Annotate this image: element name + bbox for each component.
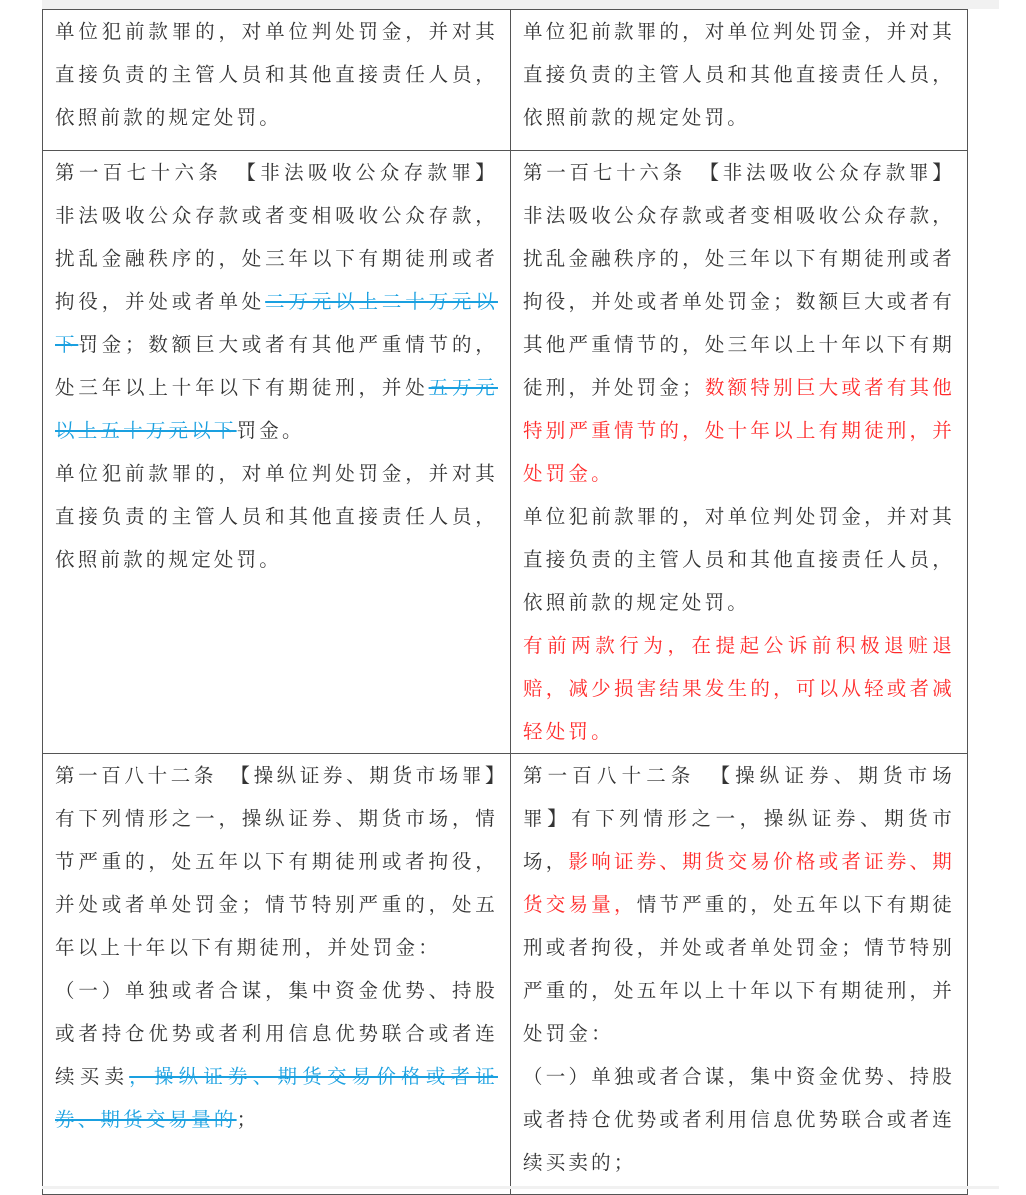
paragraph — [523, 495, 955, 624]
added-text: 有前两款行为，在提起公诉前积极退赃退赔，减少损害结果发生的，可以从轻或者减轻处罚。 — [523, 634, 955, 743]
table-row — [43, 754, 968, 1195]
paragraph — [55, 969, 498, 1141]
deleted-text: ，操纵证券、期货交易价格或者证券、期货交易量的 — [55, 1065, 498, 1131]
new-text-cell — [511, 151, 968, 754]
paragraph — [523, 624, 955, 753]
body-text: 单位犯前款罪的，对单位判处罚金，并对其直接负责的主管人员和其他直接责任人员，依照前款的规定处罚。 — [523, 505, 955, 614]
deleted-text: 五万元以上五十万元以下 — [55, 376, 498, 442]
comparison-table — [42, 9, 968, 1195]
deleted-text: 二万元以上二十万元以下 — [55, 290, 498, 356]
paragraph — [523, 754, 955, 1055]
table-row — [43, 10, 968, 151]
old-text-cell — [43, 754, 511, 1195]
body-text: （一）单独或者合谋，集中资金优势、持股或者持仓优势或者利用信息优势联合或者连续买卖的； — [523, 1065, 955, 1174]
paragraph — [523, 1055, 955, 1184]
body-text: ； — [236, 1108, 260, 1131]
paragraph — [55, 151, 498, 452]
paragraph — [55, 452, 498, 581]
body-text: 第一百八十二条 【操纵证券、期货市场罪】有下列情形之一，操纵证券、期货市场，情节严重的，处五年以下有期徒刑或者拘役，并处或者单处罚金；情节特别严重的，处五年以上十年以下有期徒刑，并处罚金： — [55, 764, 498, 959]
paragraph — [55, 754, 498, 969]
body-text: 罚金。 — [236, 419, 305, 442]
scroll-edge-top — [42, 0, 999, 9]
body-text: （一）单独或者合谋，集中资金优势、持股或者持仓优势或者利用信息优势联合或者连续买卖 — [55, 979, 498, 1088]
body-text: 单位犯前款罪的，对单位判处罚金，并对其直接负责的主管人员和其他直接责任人员，依照前款的规定处罚。 — [55, 20, 498, 129]
body-text: 第一百八十二条 【操纵证券、期货市场罪】有下列情形之一，操纵证券、期货市场， — [523, 764, 955, 873]
new-text-cell — [511, 10, 968, 151]
body-text: 罚金；数额巨大或者有其他严重情节的，处三年以上十年以下有期徒刑，并处 — [55, 333, 498, 399]
new-text-cell — [511, 754, 968, 1195]
old-text-cell — [43, 10, 511, 151]
added-text: 数额特别巨大或者有其他特别严重情节的，处十年以上有期徒刑，并处罚金。 — [523, 376, 955, 485]
old-text-cell — [43, 151, 511, 754]
paragraph — [55, 10, 498, 139]
body-text: 单位犯前款罪的，对单位判处罚金，并对其直接负责的主管人员和其他直接责任人员，依照前款的规定处罚。 — [55, 462, 498, 571]
body-text: 第一百七十六条 【非法吸收公众存款罪】非法吸收公众存款或者变相吸收公众存款，扰乱金融秩序的，处三年以下有期徒刑或者拘役，并处或者单处 — [55, 161, 498, 313]
paragraph — [523, 151, 955, 495]
body-text: 单位犯前款罪的，对单位判处罚金，并对其直接负责的主管人员和其他直接责任人员，依照前款的规定处罚。 — [523, 20, 955, 129]
table-row — [43, 151, 968, 754]
added-text: 影响证券、期货交易价格或者证券、期货交易量， — [523, 850, 955, 916]
body-text: 第一百七十六条 【非法吸收公众存款罪】非法吸收公众存款或者变相吸收公众存款，扰乱金融秩序的，处三年以下有期徒刑或者拘役，并处或者单处罚金；数额巨大或者有其他严重情节的，处三年以上十年以下有期徒刑，并处罚金； — [523, 161, 955, 399]
paragraph — [523, 10, 955, 139]
body-text: 情节严重的，处五年以下有期徒刑或者拘役，并处或者单处罚金；情节特别严重的，处五年以上十年以下有期徒刑，并处罚金： — [523, 893, 955, 1045]
